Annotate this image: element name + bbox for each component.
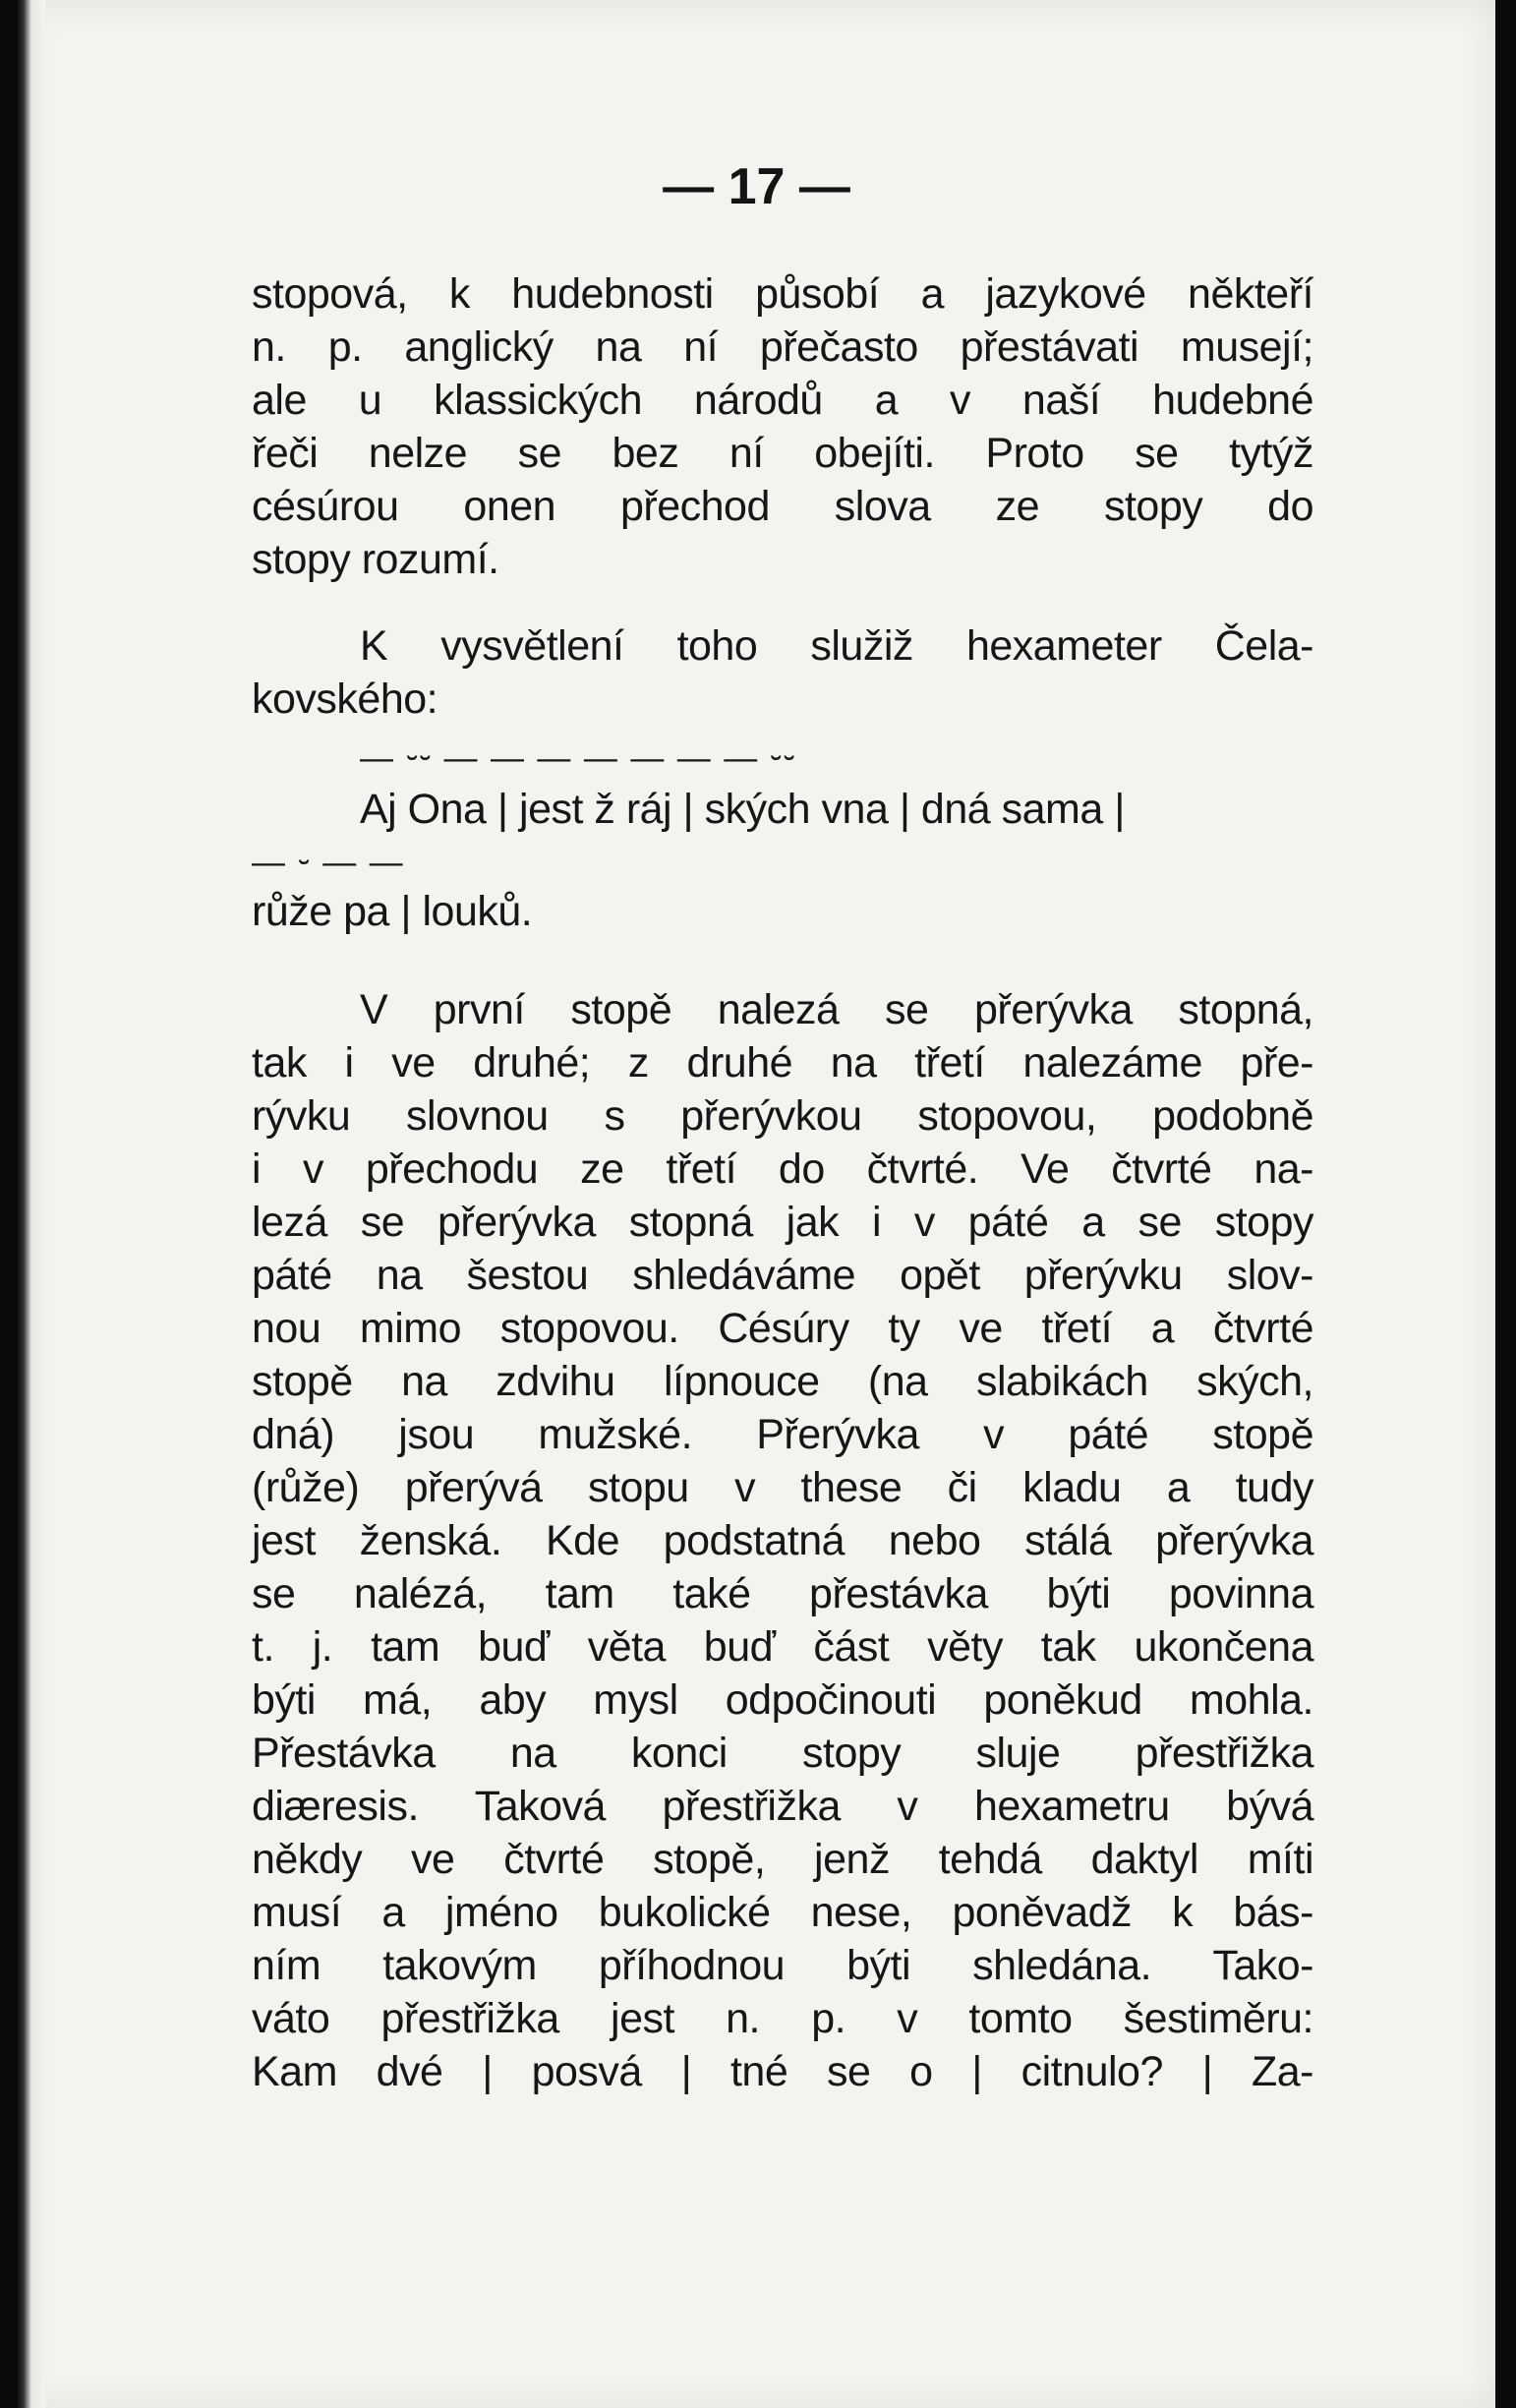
paragraph-2: [252, 619, 1313, 726]
text-line: lezá se přerývka stopná jak i v páté a se stopy: [252, 1199, 1313, 1246]
book-page: [18, 0, 1495, 2408]
text-line: růže pa | louků.: [252, 888, 533, 935]
text-line: i v přechodu ze třetí do čtvrté. Ve čtvrté na-: [252, 1145, 1313, 1193]
text-line: diæresis. Taková přestřižka v hexametru bývá: [252, 1783, 1313, 1830]
text-line: Aj Ona | jest ž ráj | ských vna | dná sama |: [360, 786, 1125, 833]
paragraph-1: [252, 267, 1313, 586]
text-line: Kam dvé | posvá | tné se o | citnulo? | Za-: [252, 2048, 1313, 2095]
text-line: t. j. tam buď věta buď část věty tak ukončena: [252, 1623, 1313, 1671]
text-line: jest ženská. Kde podstatná nebo stálá přerývka: [252, 1517, 1313, 1564]
text-line: tak i ve druhé; z druhé na třetí nalezáme pře-: [252, 1039, 1313, 1087]
text-line: řeči nelze se bez ní obejíti. Proto se tytýž: [252, 430, 1313, 477]
page-number: — 17 —: [663, 158, 850, 215]
text-line: někdy ve čtvrté stopě, jenž tehdá daktyl míti: [252, 1836, 1313, 1883]
text-line: K vysvětlení toho služiž hexameter Čela-: [360, 622, 1313, 670]
text-line: se nalézá, tam také přestávka býti povinna: [252, 1570, 1313, 1617]
page-spine-edge: [18, 0, 45, 2408]
text-line: rývku slovnou s přerývkou stopovou, podobně: [252, 1092, 1313, 1140]
text-line: césúrou onen přechod slova ze stopy do: [252, 483, 1313, 530]
verse-line-2: [252, 885, 1313, 938]
text-line: n. p. anglický na ní přečasto přestávati musejí;: [252, 323, 1313, 371]
verse-line-1: [252, 783, 1313, 836]
text-line: ním takovým příhodnou býti shledána. Tako-: [252, 1942, 1313, 1989]
text-line: Přestávka na konci stopy sluje přestřižka: [252, 1730, 1313, 1777]
text-line: stopy rozumí.: [252, 536, 499, 583]
text-line: kovského:: [252, 675, 438, 723]
paragraph-3: [252, 983, 1313, 2098]
text-line: ale u klassických národů a v naší hudebné: [252, 377, 1313, 424]
text-line: nou mimo stopovou. Césúry ty ve třetí a čtvrté: [252, 1305, 1313, 1352]
text-line: páté na šestou shledáváme opět přerývku slov-: [252, 1252, 1313, 1299]
text-line: musí a jméno bukolické nese, poněvadž k bás-: [252, 1889, 1313, 1936]
text-line: stopě na zdvihu lípnouce (na slabikách ských,: [252, 1358, 1313, 1405]
text-line: býti má, aby mysl odpočinouti poněkud mohla.: [252, 1676, 1313, 1724]
verse-meter-1: — ⏑⏑ — — — — — — — ⏑⏑: [360, 739, 797, 777]
text-line: váto přestřižka jest n. p. v tomto šestiměru:: [252, 1995, 1313, 2042]
text-line: dná) jsou mužské. Přerývka v páté stopě: [252, 1411, 1313, 1458]
text-line: stopová, k hudebnosti působí a jazykové někteří: [252, 270, 1313, 318]
text-line: (růže) přerývá stopu v these či kladu a tudy: [252, 1464, 1313, 1511]
verse-meter-2: — ⏑ — —: [252, 844, 405, 881]
text-line: V první stopě nalezá se přerývka stopná,: [360, 986, 1313, 1033]
